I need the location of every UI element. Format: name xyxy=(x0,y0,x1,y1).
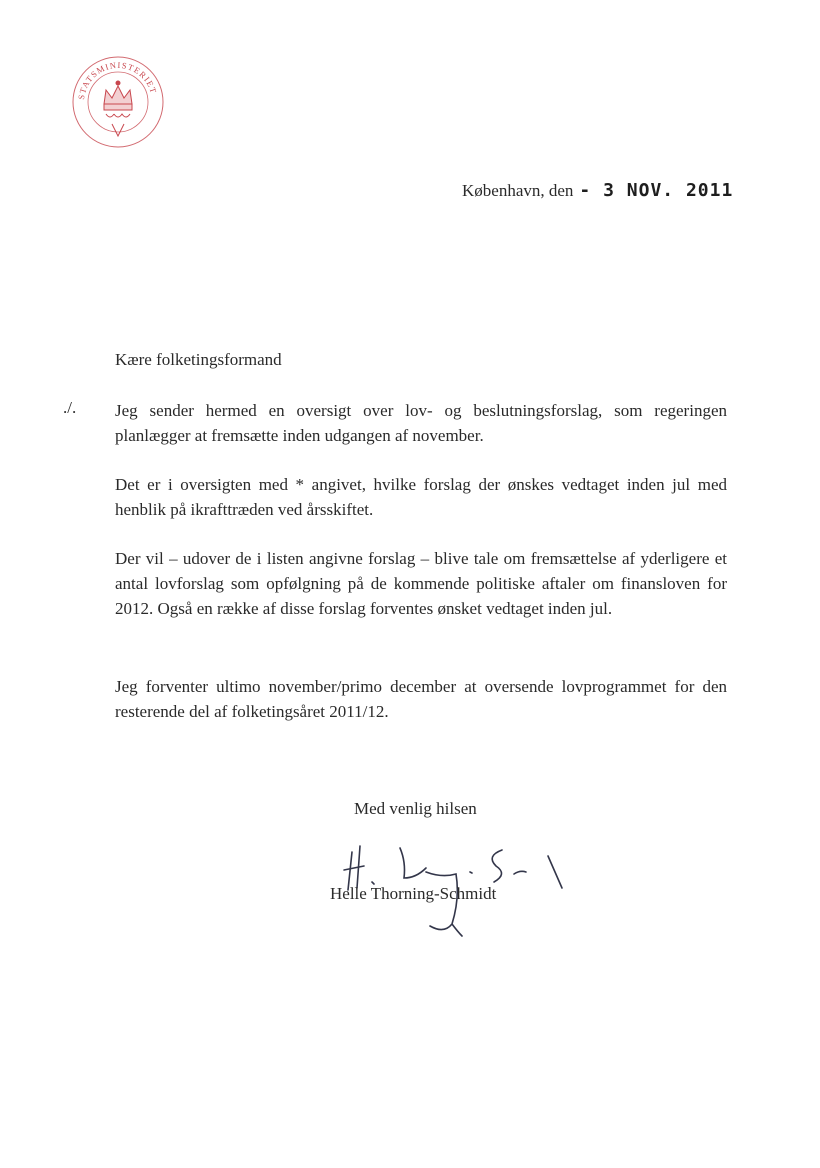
body-paragraph: Det er i oversigten med * angivet, hvilke forslag der ønskes vedtaget inden jul med henblik på ikrafttræden ved årsskiftet. xyxy=(115,475,727,519)
body-paragraph: Jeg sender hermed en oversigt over lov- og beslutningsforslag, som regeringen planlægger at fremsætte inden udgangen af november. xyxy=(115,401,727,445)
signer-name: Helle Thorning-Schmidt xyxy=(330,884,497,903)
place-text: København, den xyxy=(462,181,574,200)
statsministeriet-seal xyxy=(70,54,166,150)
salutation: Kære folketingsformand xyxy=(115,350,282,369)
enclosure-mark: ./. xyxy=(63,398,77,417)
body-paragraph: Jeg forventer ultimo november/primo december at oversende lovprogrammet for den resterende del af folketingsåret 2011/12. xyxy=(115,677,727,721)
date-line xyxy=(462,180,733,201)
crown-icon xyxy=(104,81,132,136)
body-paragraph: Der vil – udover de i listen angivne forslag – blive tale om fremsættelse af yderligere et antal lovforslag som opfølgning på de kommende politiske aftaler om finansloven for 2012. Også en række af disse forslag forventes ønsket vedtaget inden jul. xyxy=(115,549,727,618)
closing: Med venlig hilsen xyxy=(354,799,477,818)
date-stamp: - 3 NOV. 2011 xyxy=(579,180,734,201)
seal-text: STATSMINISTERIET xyxy=(76,59,159,101)
